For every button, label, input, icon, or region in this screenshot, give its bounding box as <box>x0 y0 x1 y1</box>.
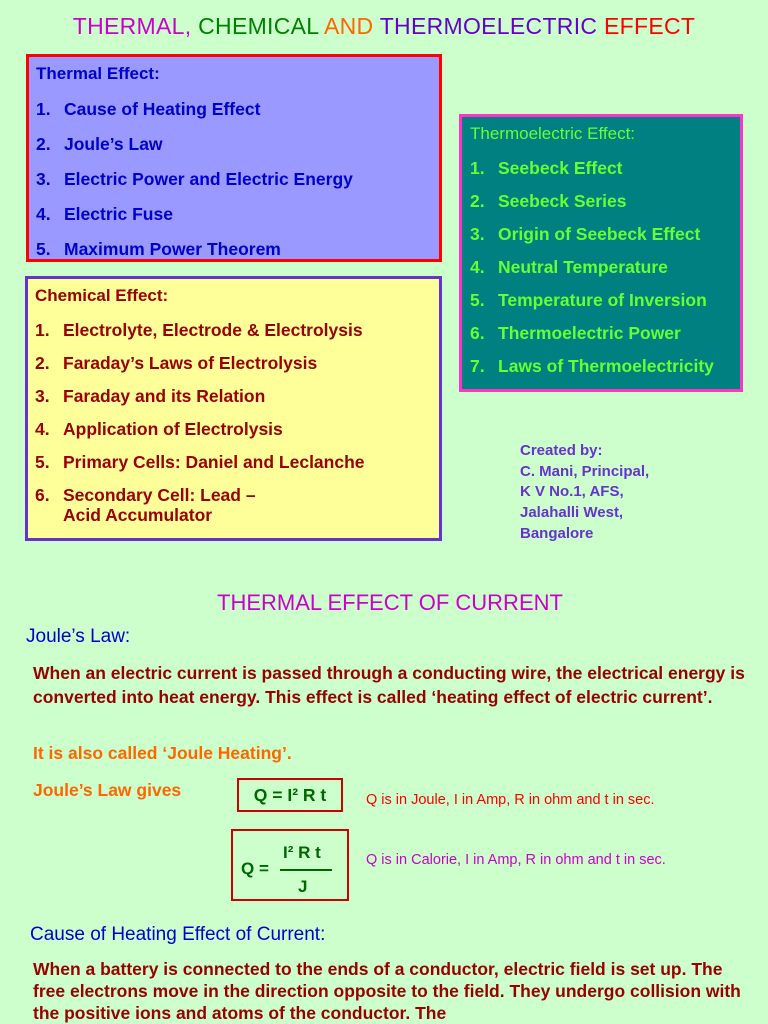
joules-law-paragraph: When an electric current is passed through a conducting wire, the electrical energy is converted into heat energy. This effect is called ‘heating effect of electric current’. <box>33 663 745 707</box>
joules-law-gives: Joule’s Law gives <box>33 780 182 800</box>
thermal-effect-heading: Thermal Effect: <box>36 64 160 83</box>
formula-calorie <box>231 829 349 901</box>
cause-heading: Cause of Heating Effect of Current: <box>30 924 326 945</box>
joules-law-heading: Joule’s Law: <box>26 626 131 647</box>
section-title: THERMAL EFFECT OF CURRENT <box>217 590 563 615</box>
list-item: 6. Secondary Cell: Lead – Acid Accumulator <box>35 485 256 525</box>
list-item: 1. Seebeck Effect <box>470 158 623 178</box>
list-item: 3. Electric Power and Electric Energy <box>36 169 353 189</box>
title-chemical: CHEMICAL <box>198 13 319 39</box>
list-item: 3. Faraday and its Relation <box>35 386 266 406</box>
formula-denominator: J <box>298 877 308 896</box>
list-item: 7. Laws of Thermoelectricity <box>470 356 714 376</box>
list-item: 1. Cause of Heating Effect <box>36 99 261 119</box>
formula-joule: Q = I² R t <box>237 778 343 812</box>
joule-heating-note: It is also called ‘Joule Heating’. <box>33 743 292 763</box>
list-item: 4. Electric Fuse <box>36 204 173 224</box>
list-item: 5. Maximum Power Theorem <box>36 239 281 259</box>
title-effect: EFFECT <box>604 13 696 39</box>
list-item: 4. Application of Electrolysis <box>35 419 283 439</box>
fraction-bar <box>280 869 332 871</box>
list-item: 1. Electrolyte, Electrode & Electrolysis <box>35 320 363 340</box>
formula-lhs: Q = <box>241 859 269 878</box>
cause-paragraph: When a battery is connected to the ends of a conductor, electric field is set up. The free electrons move in the direction opposite to the field. They undergo collision with the positive ions and atoms of the conductor. The <box>33 959 741 1023</box>
title-and: AND <box>323 13 374 39</box>
credits: Created by: C. Mani, Principal, K V No.1, AFS, Jalahalli West, Bangalore <box>520 442 650 542</box>
chemical-effect-box <box>25 276 442 541</box>
thermoelectric-effect-heading: Thermoelectric Effect: <box>470 124 636 143</box>
list-item: 4. Neutral Temperature <box>470 257 668 277</box>
list-item: 3. Origin of Seebeck Effect <box>470 224 701 244</box>
formula-numerator: I² R t <box>283 843 321 862</box>
formula-calorie-units: Q is in Calorie, I in Amp, R in ohm and t in sec. <box>366 852 666 868</box>
list-item: 2. Faraday’s Laws of Electrolysis <box>35 353 318 373</box>
thermoelectric-effect-box <box>459 114 743 392</box>
page-title <box>0 13 768 40</box>
title-thermal: THERMAL, <box>72 13 192 39</box>
chemical-effect-heading: Chemical Effect: <box>35 286 169 305</box>
list-item: 5. Temperature of Inversion <box>470 290 707 310</box>
list-item: 5. Primary Cells: Daniel and Leclanche <box>35 452 365 472</box>
thermal-effect-box <box>26 54 442 262</box>
title-thermoelectric: THERMOELECTRIC <box>379 13 598 39</box>
list-item: 6. Thermoelectric Power <box>470 323 681 343</box>
list-item: 2. Seebeck Series <box>470 191 627 211</box>
formula-joule-units: Q is in Joule, I in Amp, R in ohm and t in sec. <box>366 792 655 808</box>
list-item: 2. Joule’s Law <box>36 134 163 154</box>
